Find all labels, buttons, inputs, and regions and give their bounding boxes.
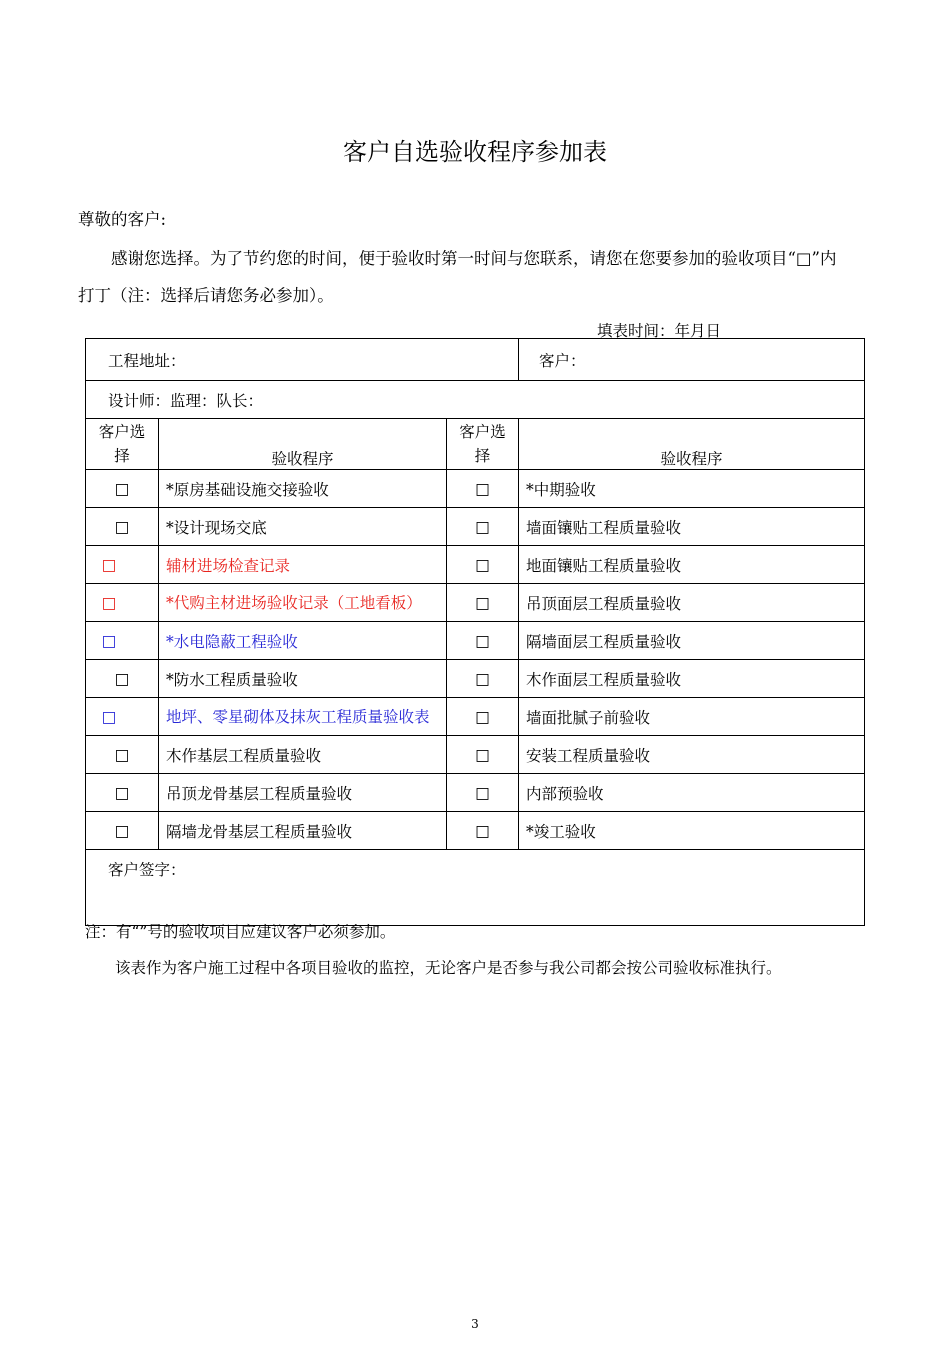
procedure-right-label: 木作面层工程质量验收 — [526, 670, 682, 689]
checkbox-right[interactable] — [447, 470, 519, 508]
procedure-left — [159, 774, 447, 812]
project-address-field[interactable]: 工程地址： — [86, 339, 519, 381]
checkbox-left[interactable] — [86, 812, 159, 850]
procedure-right — [519, 660, 865, 698]
procedure-right — [519, 812, 865, 850]
checkbox-right[interactable] — [447, 774, 519, 812]
checkbox-left[interactable] — [86, 774, 159, 812]
checkbox-right[interactable] — [447, 812, 519, 850]
checkbox-icon[interactable]: □ — [475, 669, 490, 688]
checkbox-icon[interactable]: □ — [475, 555, 490, 574]
procedure-left-label: 吊顶龙骨基层工程质量验收 — [166, 784, 353, 803]
header-select-line1: 客户选 — [459, 423, 506, 441]
procedure-right — [519, 774, 865, 812]
checkbox-icon[interactable]: □ — [114, 783, 130, 802]
checkbox-icon[interactable]: □ — [475, 631, 490, 650]
procedure-right-label: 内部预验收 — [526, 784, 604, 803]
procedure-right-label: 墙面批腻子前验收 — [526, 708, 651, 727]
header-select-line2: 择 — [474, 447, 491, 465]
header-procedure-right — [519, 419, 865, 470]
checkbox-left[interactable] — [86, 546, 159, 584]
procedure-right-label: 安装工程质量验收 — [526, 746, 651, 765]
staff-field[interactable]: 设计师：监理：队长： — [86, 381, 865, 419]
checkbox-right[interactable] — [447, 508, 519, 546]
procedure-left — [159, 698, 447, 736]
procedure-left-label: 木作基层工程质量验收 — [166, 746, 322, 765]
header-select-line1: 客户选 — [98, 423, 146, 441]
procedure-left — [159, 584, 447, 622]
greeting-text: 尊敬的客户: — [78, 210, 167, 229]
checkbox-right[interactable] — [447, 736, 519, 774]
table-row — [86, 622, 865, 660]
table-row — [86, 508, 865, 546]
procedure-right — [519, 584, 865, 622]
page-number: 3 — [471, 1317, 479, 1331]
procedure-left-label: *水电隐蔽工程验收 — [166, 632, 298, 651]
checkbox-left[interactable] — [86, 660, 159, 698]
checkbox-icon[interactable]: □ — [114, 821, 130, 840]
checkbox-right[interactable] — [447, 584, 519, 622]
fill-time-label: 填表时间：年月日 — [597, 322, 722, 340]
procedure-right-label: 隔墙面层工程质量验收 — [526, 632, 682, 651]
checkbox-icon[interactable]: □ — [475, 745, 490, 764]
table-row — [86, 736, 865, 774]
table-row — [86, 470, 865, 508]
checkbox-icon[interactable]: □ — [475, 707, 490, 726]
checkbox-icon[interactable]: □ — [475, 593, 490, 612]
acceptance-form-table — [85, 338, 865, 926]
table-row — [86, 546, 865, 584]
checkbox-icon[interactable]: □ — [475, 783, 490, 802]
procedure-left — [159, 812, 447, 850]
header-procedure-right-label: 验收程序 — [660, 450, 723, 468]
staff-row — [86, 381, 865, 419]
procedure-left — [159, 508, 447, 546]
checkbox-icon[interactable]: □ — [475, 821, 490, 840]
customer-signature-field[interactable]: 客户签字： — [86, 850, 865, 926]
address-row — [86, 339, 865, 381]
table-row — [86, 812, 865, 850]
procedure-right — [519, 736, 865, 774]
procedure-right-label: *竣工验收 — [526, 822, 596, 841]
checkbox-right[interactable] — [447, 622, 519, 660]
procedure-right-label: 吊顶面层工程质量验收 — [526, 594, 682, 613]
checkbox-right[interactable] — [447, 546, 519, 584]
checkbox-left[interactable] — [86, 698, 159, 736]
checkbox-icon[interactable]: □ — [475, 479, 490, 498]
procedure-left-label: 辅材进场检查记录 — [166, 556, 291, 575]
checkbox-left[interactable] — [86, 470, 159, 508]
procedure-left-label: 地坪、零星砌体及抹灰工程质量验收表 — [166, 707, 430, 726]
table-row — [86, 584, 865, 622]
table-row — [86, 698, 865, 736]
header-select-line2: 择 — [114, 447, 130, 465]
checkbox-icon[interactable]: □ — [475, 517, 490, 536]
procedure-left — [159, 660, 447, 698]
checkbox-icon[interactable]: □ — [101, 707, 117, 726]
note-required-items: 注：有“”号的验收项目应建议客户必须参加。 — [85, 923, 396, 941]
checkbox-icon[interactable]: □ — [114, 517, 130, 536]
procedure-right-label: *中期验收 — [526, 480, 596, 499]
procedure-left-label: *设计现场交底 — [166, 518, 267, 537]
procedure-left — [159, 546, 447, 584]
customer-field[interactable]: 客户： — [519, 339, 865, 381]
procedure-right-label: 地面镶贴工程质量验收 — [526, 556, 682, 575]
header-customer-select-right — [447, 419, 519, 470]
header-customer-select-left — [86, 419, 159, 470]
table-row — [86, 660, 865, 698]
checkbox-left[interactable] — [86, 622, 159, 660]
table-row — [86, 774, 865, 812]
checkbox-icon[interactable]: □ — [114, 479, 130, 498]
procedure-left-label: *代购主材进场验收记录（工地看板） — [166, 593, 422, 612]
procedure-left — [159, 736, 447, 774]
signature-row — [86, 850, 865, 926]
checkbox-icon[interactable]: □ — [101, 555, 117, 574]
procedure-right — [519, 470, 865, 508]
checkbox-icon[interactable]: □ — [101, 593, 117, 612]
procedure-left — [159, 622, 447, 660]
procedure-right-label: 墙面镶贴工程质量验收 — [526, 518, 682, 537]
intro-paragraph: 感谢您选择。为了节约您的时间，便于验收时第一时间与您联系，请您在您要参加的验收项目“□”内打丁（注：选择后请您务必参加）。 — [78, 249, 837, 305]
checkbox-icon[interactable]: □ — [101, 631, 117, 650]
procedure-right — [519, 622, 865, 660]
header-procedure-left — [159, 419, 447, 470]
procedure-rows — [86, 470, 865, 850]
checkbox-left[interactable] — [86, 584, 159, 622]
checkbox-left[interactable] — [86, 508, 159, 546]
checkbox-left[interactable] — [86, 736, 159, 774]
header-procedure-left-label: 验收程序 — [271, 450, 334, 468]
procedure-right — [519, 546, 865, 584]
procedure-right — [519, 508, 865, 546]
page-title: 客户自选验收程序参加表 — [343, 138, 607, 166]
checkbox-right[interactable] — [447, 660, 519, 698]
note-monitoring: 该表作为客户施工过程中各项目验收的监控，无论客户是否参与我公司都会按公司验收标准执行。 — [115, 959, 782, 977]
procedure-right — [519, 698, 865, 736]
checkbox-icon[interactable]: □ — [114, 669, 130, 688]
procedure-left-label: *原房基础设施交接验收 — [166, 480, 329, 499]
table-header-row — [86, 419, 865, 470]
procedure-left — [159, 470, 447, 508]
checkbox-icon[interactable]: □ — [114, 745, 130, 764]
checkbox-right[interactable] — [447, 698, 519, 736]
procedure-left-label: *防水工程质量验收 — [166, 670, 298, 689]
procedure-left-label: 隔墙龙骨基层工程质量验收 — [166, 822, 353, 841]
